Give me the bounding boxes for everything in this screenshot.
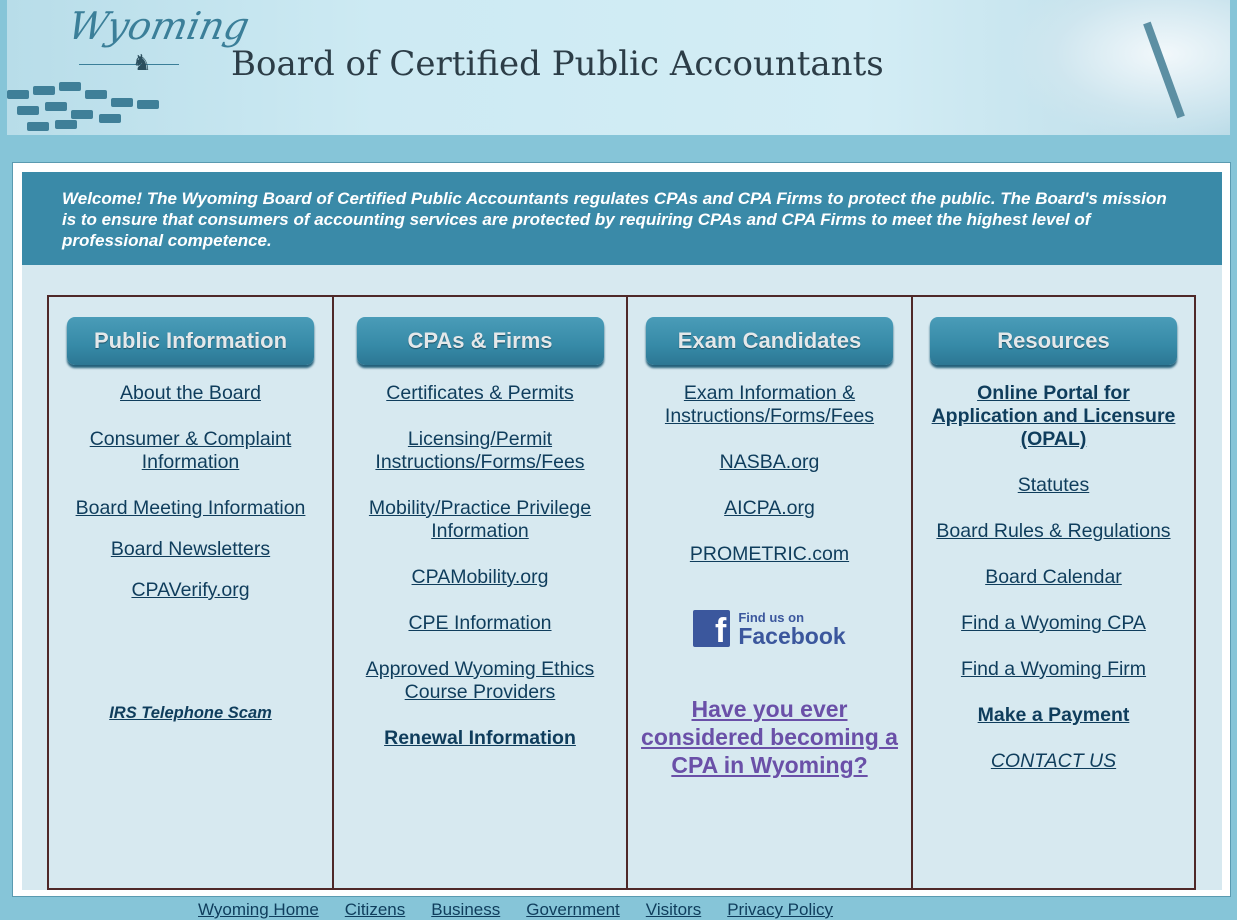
wyoming-logo: Wyoming xyxy=(64,4,254,48)
link-irs-scam[interactable]: IRS Telephone Scam xyxy=(109,704,272,722)
site-header xyxy=(7,0,1230,135)
link-nasba[interactable]: NASBA.org xyxy=(719,451,820,473)
site-title: Board of Certified Public Accountants xyxy=(231,44,884,84)
cpas-firms-button[interactable]: CPAs & Firms xyxy=(357,317,604,365)
footer-link-citizens[interactable]: Citizens xyxy=(344,900,406,919)
link-opal[interactable]: Online Portal for Application and Licensure (OPAL) xyxy=(931,382,1176,450)
facebook-big-text: Facebook xyxy=(738,623,846,649)
link-statutes[interactable]: Statutes xyxy=(1017,474,1090,496)
link-aicpa[interactable]: AICPA.org xyxy=(724,497,815,519)
resources-button[interactable]: Resources xyxy=(930,317,1177,365)
link-find-cpa[interactable]: Find a Wyoming CPA xyxy=(961,612,1146,634)
footer-link-visitors[interactable]: Visitors xyxy=(645,900,702,919)
link-cpe-information[interactable]: CPE Information xyxy=(408,612,552,634)
link-cpamobility[interactable]: CPAMobility.org xyxy=(411,566,549,588)
bucking-horse-icon: ♞ xyxy=(132,50,152,75)
column-public-information xyxy=(49,297,334,888)
link-renewal-information[interactable]: Renewal Information xyxy=(384,727,576,749)
exam-candidates-button[interactable]: Exam Candidates xyxy=(646,317,893,365)
public-information-button[interactable]: Public Information xyxy=(67,317,314,365)
link-ethics-providers[interactable]: Approved Wyoming Ethics Course Providers xyxy=(365,658,595,703)
content-frame xyxy=(12,162,1231,897)
column-resources xyxy=(913,297,1194,888)
link-contact-us[interactable]: CONTACT US xyxy=(990,750,1117,772)
link-make-payment[interactable]: Make a Payment xyxy=(977,704,1130,726)
hand-image xyxy=(1010,0,1230,135)
footer-link-government[interactable]: Government xyxy=(526,900,620,919)
link-prometric[interactable]: PROMETRIC.com xyxy=(689,543,850,565)
link-mobility-practice[interactable]: Mobility/Practice Privilege Information xyxy=(368,497,592,542)
logo-line xyxy=(79,64,179,65)
link-board-newsletters[interactable]: Board Newsletters xyxy=(110,538,271,560)
content-panel xyxy=(22,172,1222,890)
link-board-calendar[interactable]: Board Calendar xyxy=(985,566,1122,588)
footer-link-privacy[interactable]: Privacy Policy xyxy=(727,900,834,919)
link-cpaverify[interactable]: CPAVerify.org xyxy=(131,579,250,601)
footer-link-home[interactable]: Wyoming Home xyxy=(198,900,319,919)
link-board-meeting[interactable]: Board Meeting Information xyxy=(75,497,306,519)
link-certificates-permits[interactable]: Certificates & Permits xyxy=(386,382,574,404)
link-find-firm[interactable]: Find a Wyoming Firm xyxy=(960,658,1147,680)
link-consumer-complaint[interactable]: Consumer & Complaint Information xyxy=(89,428,292,473)
footer-link-business[interactable]: Business xyxy=(431,900,501,919)
link-rules-regulations[interactable]: Board Rules & Regulations xyxy=(936,520,1171,542)
link-become-cpa[interactable]: Have you ever considered becoming a CPA in Wyoming? xyxy=(641,696,898,778)
welcome-banner: Welcome! The Wyoming Board of Certified Public Accountants regulates CPAs and CPA Firms to protect the public. The Board's mission is to ensure that consumers of accounting services are protected by requiring CPAs and CPA Firms to meet the highest level of professional competence. xyxy=(22,172,1222,265)
link-exam-information[interactable]: Exam Information & Instructions/Forms/Fees xyxy=(664,382,875,427)
link-licensing-permit[interactable]: Licensing/Permit Instructions/Forms/Fees xyxy=(375,428,585,473)
column-cpas-firms xyxy=(334,297,628,888)
column-exam-candidates xyxy=(628,297,913,888)
facebook-small-text: Find us on xyxy=(738,610,805,625)
nav-grid xyxy=(47,295,1196,890)
facebook-icon: f xyxy=(693,610,730,647)
keyboard-image xyxy=(7,70,197,135)
link-about-board[interactable]: About the Board xyxy=(120,382,261,404)
footer-nav xyxy=(198,900,833,920)
facebook-link[interactable] xyxy=(628,610,911,647)
